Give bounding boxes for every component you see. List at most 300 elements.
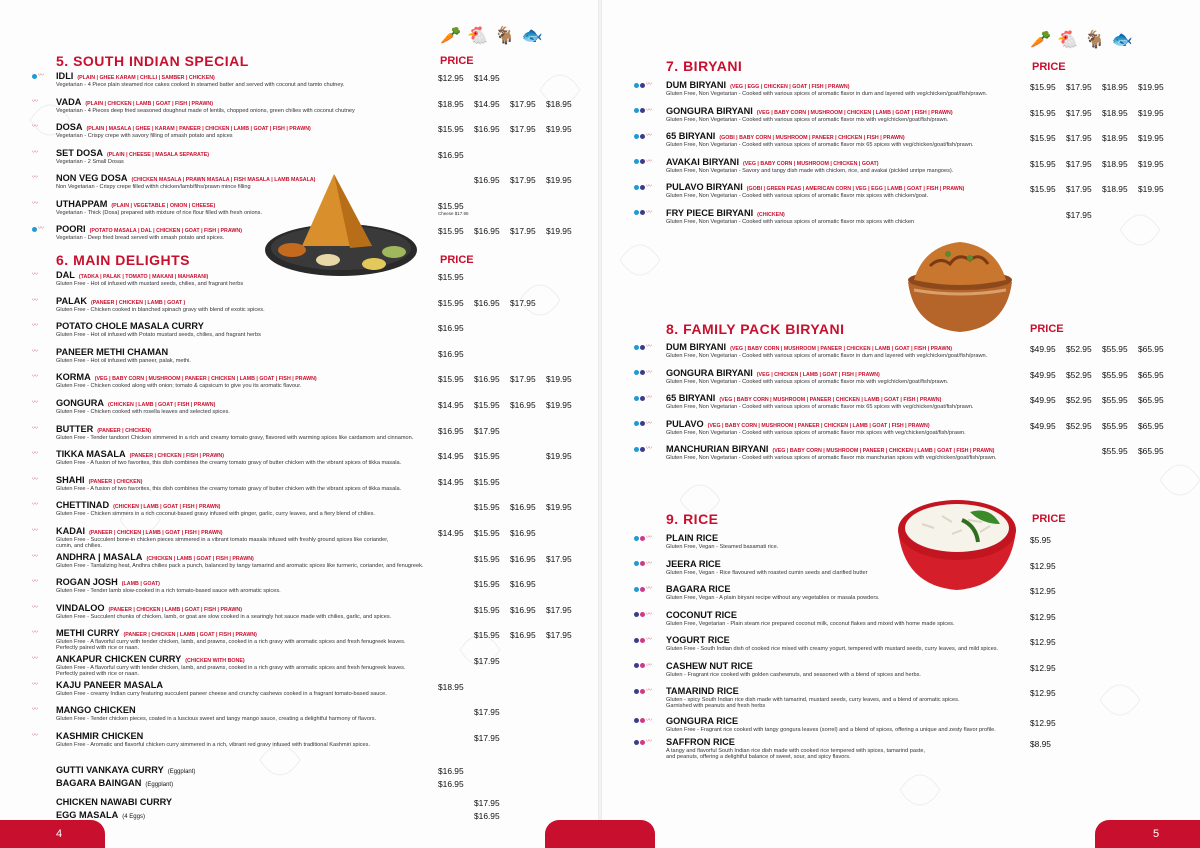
- menu-item-title: AVAKAI BIRYANI: [666, 156, 739, 167]
- menu-item-options: (CHICKEN | LAMB | GOAT | FISH | PRAWN): [113, 504, 221, 511]
- menu-item-price: $55.95: [1102, 344, 1128, 354]
- dietary-markers: [32, 400, 37, 406]
- menu-item-options: (PANEER | CHICKEN): [88, 478, 143, 485]
- menu-item-price: $17.95: [546, 604, 572, 615]
- dosa-plate-image: [262, 168, 420, 280]
- menu-item-price: $14.95: [438, 400, 464, 410]
- menu-item-title: POORI: [56, 224, 86, 234]
- chili-icon: 〰: [32, 175, 38, 181]
- fish-icon: 🐟: [521, 26, 543, 45]
- dietary-markers: [32, 426, 37, 432]
- gluten-free-dot-icon: [640, 638, 645, 643]
- menu-item-title: CHETTINAD: [56, 500, 110, 511]
- gluten-free-dot-icon: [640, 740, 645, 745]
- menu-item-price: $15.95: [438, 124, 464, 134]
- menu-item-options: (PANEER | CHICKEN): [97, 427, 152, 434]
- menu-item-price: $16.95: [510, 604, 536, 615]
- non-veg-dot-icon: [640, 421, 645, 426]
- menu-item-price: $65.95: [1138, 395, 1164, 405]
- menu-item-title: BAGARA BAINGAN: [56, 778, 142, 788]
- menu-item-price: $15.95: [474, 528, 500, 538]
- menu-item-name: [666, 208, 785, 218]
- dietary-markers: [634, 108, 651, 114]
- menu-item-price: $52.95: [1066, 344, 1092, 354]
- menu-item-price: $17.95: [1066, 107, 1092, 118]
- menu-item-price: $12.95: [1030, 662, 1056, 673]
- fish-icon: 🐟: [1111, 30, 1133, 49]
- menu-item-title: SAFFRON RICE: [666, 737, 735, 747]
- chili-icon: 〰: [32, 707, 38, 714]
- menu-item-title: ANDHRA | MASALA: [56, 551, 143, 562]
- chili-icon: 〰: [646, 184, 652, 190]
- menu-item-options: (GOBI | GREEN PEAS | AMERICAN CORN | VEG | EGG | LAMB | GOAT | FISH | PRAWN): [746, 186, 965, 192]
- menu-item-price: $14.95: [438, 528, 464, 538]
- menu-item-name: [56, 680, 163, 690]
- menu-item-title: METHI CURRY: [56, 628, 120, 639]
- non-veg-dot-icon: [640, 396, 645, 401]
- menu-item-title: PALAK: [56, 295, 87, 306]
- menu-item-options: (PLAIN | GHEE KARAM | CHILLI | SAMBER | CHICKEN): [77, 75, 215, 81]
- menu-item-price: $16.95: [474, 374, 500, 385]
- menu-item-options: (TADKA | PALAK | TOMATO | MAKANI | MAHARANI): [78, 274, 209, 280]
- dietary-markers: [634, 612, 651, 618]
- menu-item-title: GONGURA BIRYANI: [666, 367, 753, 378]
- menu-page-right: [600, 0, 1200, 848]
- menu-item-options: (PLAIN | CHEESE | MASALA SEPARATE): [106, 151, 210, 158]
- veg-dot-icon: [634, 370, 639, 375]
- menu-item-price: $19.95: [546, 124, 572, 134]
- menu-item-name: [666, 444, 994, 454]
- menu-item-name: [56, 797, 172, 807]
- menu-item-price: $12.95: [1030, 717, 1056, 728]
- menu-item-price: $15.95: [438, 226, 464, 236]
- menu-item-price: $14.95: [438, 476, 464, 487]
- section-title-family-pack: 8. FAMILY PACK BIRYANI: [666, 321, 845, 337]
- menu-item-name: [666, 610, 737, 620]
- menu-item-name: [666, 342, 952, 352]
- menu-item-name: [666, 635, 730, 645]
- menu-item-description: Vegetarian - Crispy crepe with savory filling of smash potato and spices: [56, 133, 233, 139]
- chili-icon: 〰: [32, 400, 38, 406]
- menu-item-name: [666, 584, 730, 594]
- dietary-markers: [634, 663, 651, 669]
- dietary-markers: [32, 349, 37, 355]
- menu-item-price: $52.95: [1066, 420, 1092, 431]
- menu-item-title: DUM BIRYANI: [666, 342, 727, 352]
- menu-item-options: (CHICKEN): [757, 211, 785, 218]
- chili-icon: 〰: [32, 425, 38, 432]
- menu-item-price: $65.95: [1138, 369, 1164, 380]
- dietary-markers: [634, 637, 651, 643]
- menu-item-price: $15.95: [474, 502, 500, 513]
- chili-icon: 〰: [646, 82, 652, 88]
- menu-item-name: [666, 157, 879, 167]
- menu-item-name: [56, 296, 185, 306]
- chili-icon: 〰: [32, 502, 38, 509]
- dietary-markers: [32, 605, 37, 611]
- non-veg-dot-icon: [640, 447, 645, 452]
- menu-item-description: A tangy and flavorful South Indian rice dish made with cooked rice tempered with spices, tamarind paste,: [666, 748, 926, 754]
- menu-item-name: [56, 526, 223, 536]
- dietary-markers: [32, 502, 37, 508]
- menu-item-options: (CHICKEN | LAMB | GOAT | FISH | PRAWN): [146, 555, 254, 562]
- chili-icon: 〰: [646, 446, 652, 452]
- menu-item-name: [56, 199, 215, 209]
- dietary-markers: [32, 656, 37, 662]
- menu-item-name: [56, 398, 215, 408]
- page-number-left: 4: [0, 820, 105, 848]
- dietary-markers: [634, 159, 651, 165]
- menu-item-description: Gluten Free - Tender lamb slow-cooked in a rich tomato-based sauce with aromatic spices.: [56, 588, 281, 595]
- menu-item-description: Gluten Free - Tantalizing heat, Andhra chilies pack a punch, balanced by tangy tamarind and aromatic spices like turmeric, coriander, and fenugreek.: [56, 562, 424, 569]
- menu-item-description: Gluten Free, Non Vegetarian - Cooked with various spices of aromatic flavor in dum and layered with veg/chicken/goat/fish/prawn.: [666, 353, 988, 359]
- veg-dot-icon: [634, 185, 639, 190]
- menu-item-price: $17.95: [474, 656, 500, 666]
- chili-icon: 〰: [646, 637, 652, 643]
- menu-item-title: VADA: [56, 96, 82, 107]
- menu-item-title: KORMA: [56, 372, 91, 383]
- menu-item-description: Gluten Free - Aromatic and flavorful chicken curry simmered in a rich, vibrant red gravy infused with traditional Kashmiri spices.: [56, 741, 370, 748]
- dietary-markers: [32, 323, 37, 329]
- chili-icon: 〰: [32, 604, 38, 611]
- menu-item-price: $15.95: [438, 200, 464, 211]
- menu-item-price: $18.95: [1102, 133, 1128, 143]
- menu-item-description: Vegetarian - Thick (Dosa) prepared with mixture of rice flour filled with fresh onions.: [56, 209, 263, 216]
- menu-item-options: (PANEER | CHICKEN | FISH | PRAWN): [129, 453, 224, 460]
- menu-item-name: [666, 686, 739, 696]
- menu-item-description: Gluten Free, Vegetarian - Plain steam rice prepared coconut milk, coconut flakes and mixed with home made spices.: [666, 620, 955, 627]
- menu-item-price: $12.95: [1030, 586, 1056, 596]
- menu-item-description: Gluten Free - South Indian dish of cooked rice mixed with creamy yogurt, tempered with mustard seeds, curry leaves, and mild spices.: [666, 646, 999, 652]
- gluten-free-dot-icon: [640, 587, 645, 592]
- chili-icon: 〰: [32, 348, 38, 355]
- section-title-south-indian: 5. SOUTH INDIAN SPECIAL: [56, 53, 249, 69]
- menu-item-description: Gluten Free, Non Vegetarian - Cooked with various spices of aromatic flavor mix spices with chicken/goat.: [666, 193, 929, 199]
- menu-item-title: EGG MASALA: [56, 810, 119, 820]
- menu-item-price: $19.95: [1138, 82, 1164, 92]
- chili-icon: 〰: [646, 158, 652, 165]
- menu-item-name: [56, 577, 160, 587]
- menu-item-name: [666, 533, 718, 543]
- chili-icon: 〰: [646, 344, 652, 350]
- menu-item-price: $16.95: [510, 528, 536, 538]
- menu-item-price: $17.95: [474, 732, 500, 743]
- menu-item-price: $52.95: [1066, 369, 1092, 380]
- menu-item-name: [56, 475, 142, 485]
- dietary-markers: [32, 272, 37, 278]
- menu-item-price: $16.95: [474, 175, 500, 185]
- menu-item-options: (Eggplant): [145, 782, 174, 788]
- menu-item-title: 65 BIRYANI: [666, 131, 716, 141]
- menu-item-name: [666, 716, 738, 726]
- menu-item-price: $19.95: [546, 175, 572, 185]
- menu-item-name: [666, 131, 905, 141]
- menu-item-name: [666, 737, 735, 747]
- dietary-markers: [32, 201, 37, 207]
- menu-item-price: $17.95: [1066, 209, 1092, 220]
- non-veg-dot-icon: [634, 689, 639, 694]
- chili-icon: 〰: [646, 395, 652, 401]
- menu-item-price: $16.95: [438, 348, 464, 359]
- chili-icon: 〰: [32, 200, 38, 207]
- menu-item-price: $16.95: [474, 226, 500, 236]
- chili-icon: 〰: [646, 586, 652, 592]
- non-veg-dot-icon: [640, 210, 645, 215]
- dietary-markers: [32, 73, 43, 79]
- menu-item-description-continued: and peanuts, offering a delightful balance of sweet, sour, and spicy flavors.: [666, 754, 851, 760]
- menu-item-name: [56, 122, 311, 132]
- veg-dot-icon: [634, 345, 639, 350]
- menu-item-description: Gluten Free - Hot oil infused with Potato mustard seeds, chilies, and fragrant herbs: [56, 332, 261, 339]
- veg-dot-icon: [634, 536, 639, 541]
- menu-item-price: $15.95: [1030, 158, 1056, 169]
- non-veg-dot-icon: [634, 718, 639, 723]
- menu-item-price: $49.95: [1030, 369, 1056, 380]
- menu-item-options: (GOBI | BABY CORN | MUSHROOM | PANEER | CHICKEN | FISH | PRAWN): [719, 135, 905, 141]
- menu-item-name: [56, 628, 257, 638]
- non-veg-dot-icon: [640, 185, 645, 190]
- menu-item-price: $14.95: [474, 98, 500, 109]
- menu-item-price: $15.95: [474, 553, 500, 564]
- menu-item-title: SHAHI: [56, 474, 85, 485]
- menu-item-price: $15.95: [474, 400, 500, 410]
- menu-item-price: $16.95: [438, 425, 464, 436]
- menu-item-name: [56, 97, 213, 107]
- section-title-main-delights: 6. MAIN DELIGHTS: [56, 252, 191, 268]
- menu-item-price: $17.95: [510, 374, 536, 385]
- chili-icon: 〰: [646, 688, 652, 694]
- menu-item-title: TIKKA MASALA: [56, 449, 126, 460]
- menu-item-description: Gluten Free, Non Vegetarian - Cooked with various spices of aromatic flavor mix with veg/chicken/goat/fish/prawn.: [666, 116, 949, 123]
- dietary-markers: [634, 561, 651, 567]
- menu-item-title: BUTTER: [56, 423, 94, 434]
- menu-item-description: Gluten Free, Non Vegetarian - Cooked with various spices of aromatic flavor mix spices with veg/chicken/goat/fish/prawn.: [666, 429, 966, 436]
- menu-item-price: $16.95: [438, 323, 464, 334]
- menu-item-price: $17.95: [474, 798, 500, 808]
- menu-item-options: (CHICKEN | LAMB | GOAT | FISH | PRAWN): [107, 402, 216, 408]
- dietary-markers: [634, 739, 651, 745]
- chili-icon: 〰: [32, 98, 38, 105]
- menu-item-price: $17.95: [510, 297, 536, 308]
- menu-item-title: TAMARIND RICE: [666, 686, 739, 696]
- chili-icon: 〰: [646, 107, 652, 114]
- chili-icon: 〰: [32, 451, 38, 458]
- menu-item-price: $16.95: [438, 766, 464, 776]
- menu-item-title: BAGARA RICE: [666, 584, 731, 594]
- menu-item-description: Gluten Free - A fusion of two favorites, this dish combines the creamy tomato gravy of butter chicken with the vibrant spices of tikka masala.: [56, 485, 402, 492]
- menu-item-price: $15.95: [474, 604, 500, 615]
- page-number-right: 5: [1095, 820, 1200, 848]
- menu-item-options: (LAMB | GOAT): [121, 581, 160, 588]
- center-tab: [545, 820, 655, 848]
- menu-item-price: $16.95: [510, 630, 536, 641]
- gluten-free-dot-icon: [640, 689, 645, 694]
- menu-item-title: COCONUT RICE: [666, 609, 737, 620]
- price-header-family-pack: PRICE: [1030, 323, 1064, 335]
- menu-item-price: $17.95: [1066, 184, 1092, 194]
- dietary-markers: [32, 124, 37, 130]
- menu-item-price: $18.95: [438, 98, 464, 109]
- menu-item-price: $5.95: [1030, 535, 1051, 545]
- dietary-markers: [32, 630, 37, 636]
- section-title-rice: 9. RICE: [666, 511, 719, 527]
- menu-item-title: PULAVO: [666, 418, 704, 429]
- menu-item-name: [666, 182, 964, 192]
- menu-item-description: Gluten Free - Succulent bone-in chicken pieces simmered in a vibrant tomato masala infused with freshly ground spices like coriander,: [56, 537, 389, 543]
- menu-item-price: $19.95: [546, 400, 572, 410]
- menu-item-title: VINDALOO: [56, 602, 105, 613]
- menu-item-options: (VEG | BABY CORN | MUSHROOM | CHICKEN | GOAT): [743, 160, 879, 167]
- menu-item-title: FRY PIECE BIRYANI: [666, 207, 754, 218]
- menu-item-options: (PANEER | CHICKEN | LAMB | GOAT ): [90, 299, 186, 306]
- menu-item-description: Gluten - spicy South Indian rice dish made with tamarind, mustard seeds, curry leaves, and a blend of aromatic spices.: [666, 697, 960, 703]
- menu-item-price: $65.95: [1138, 446, 1164, 456]
- menu-item-name: [56, 347, 168, 357]
- book-spine: [598, 0, 602, 848]
- menu-item-title: KADAI: [56, 526, 86, 536]
- chili-icon: 〰: [32, 656, 38, 662]
- dietary-markers: [634, 688, 651, 694]
- menu-item-description: Gluten Free, Non Vegetarian - Cooked with various spices of aromatic flavor mix manchurian spices with veg/chicken/goat/fish/prawn.: [666, 455, 997, 461]
- menu-item-price: $18.95: [1102, 82, 1128, 92]
- menu-item-price: $16.95: [510, 553, 536, 564]
- menu-item-options: (PLAIN | VEGETABLE | ONION | CHEESE): [111, 202, 216, 209]
- menu-item-title: SET DOSA: [56, 147, 103, 158]
- menu-item-description: Gluten Free, Non Vegetarian - Cooked with various spices of aromatic flavor mix with veg/chicken/goat/fish/prawn.: [666, 378, 949, 385]
- menu-item-price: $15.95: [1030, 107, 1056, 118]
- chili-icon: 〰: [32, 681, 38, 688]
- menu-item-price: $19.95: [546, 451, 572, 462]
- price-header-biryani: PRICE: [1032, 61, 1066, 73]
- menu-item-name: [666, 80, 850, 90]
- non-veg-dot-icon: [634, 638, 639, 643]
- menu-item-name: [666, 393, 941, 403]
- chili-icon: 〰: [646, 369, 652, 376]
- menu-item-price: $17.95: [546, 630, 572, 641]
- menu-item-description-continued: Garnished with peanuts and fresh herbs: [666, 703, 766, 709]
- menu-item-description: Gluten Free, Vegan - Rice flavoured with roasted cumin seeds and clarified butter: [666, 569, 868, 576]
- menu-item-title: CASHEW NUT RICE: [666, 660, 753, 671]
- menu-item-price: $55.95: [1102, 420, 1128, 431]
- menu-item-options: (POTATO MASALA | DAL | CHICKEN | GOAT | FISH | PRAWN): [89, 228, 242, 234]
- menu-item-options: (VEG | EGG | CHICKEN | GOAT | FISH | PRAWN): [730, 84, 850, 90]
- menu-item-description: Vegetarian - 4 Pieces deep fried seasoned doughnut made of lentils, chopped onions, green chilies with coconut chutney: [56, 107, 355, 114]
- vegetable-icon: 🥕: [440, 26, 462, 45]
- dietary-markers: [32, 226, 43, 232]
- diet-icons-left: [440, 26, 543, 46]
- menu-item-options: (PLAIN | CHICKEN | LAMB | GOAT | FISH | PRAWN): [85, 100, 214, 107]
- menu-item-price: $52.95: [1066, 395, 1092, 405]
- gluten-free-dot-icon: [640, 718, 645, 723]
- menu-item-options: (VEG | BABY CORN | MUSHROOM | PANEER | CHICKEN | LAMB | GOAT | FISH | PRAWN): [730, 346, 953, 352]
- menu-item-price: $19.95: [1138, 184, 1164, 194]
- menu-item-price: $16.95: [438, 779, 464, 789]
- menu-item-name: [56, 705, 136, 715]
- menu-item-description: Gluten Free - Hot oil infused with paneer, palak, methi.: [56, 357, 191, 364]
- price-header-rice: PRICE: [1032, 513, 1066, 525]
- menu-item-price: $15.95: [438, 272, 464, 282]
- chili-icon: 〰: [32, 553, 38, 560]
- menu-item-name: [56, 552, 254, 562]
- dietary-markers: [32, 682, 37, 688]
- dietary-markers: [32, 477, 37, 483]
- chili-icon: 〰: [32, 579, 38, 586]
- menu-item-title: ROGAN JOSH: [56, 577, 118, 588]
- menu-item-name: [56, 778, 173, 788]
- menu-item-title: MANCHURIAN BIRYANI: [666, 444, 769, 454]
- veg-dot-icon: [634, 134, 639, 139]
- menu-item-price: $12.95: [438, 73, 464, 83]
- chili-icon: 〰: [646, 560, 652, 567]
- non-veg-dot-icon: [640, 134, 645, 139]
- veg-dot-icon: [634, 421, 639, 426]
- menu-item-description: Gluten Free - Tender tandoori Chicken simmered in a rich and creamy tomato gravy, flavored with warming spices like cardamom and cinnamon.: [56, 434, 414, 441]
- menu-item-description: Gluten Free, Non Vegetarian - Cooked with various spices of aromatic flavor mix 65 spices with veg/chicken/goat/fish/prawn.: [666, 404, 974, 410]
- menu-item-price: $65.95: [1138, 420, 1164, 431]
- veg-dot-icon: [634, 587, 639, 592]
- menu-item-description: Gluten Free - A flavorful curry with tender chicken, lamb, and prawns, cooked in a rich gravy with aromatic spices and fresh fenugreek leaves.: [56, 665, 406, 671]
- gluten-free-dot-icon: [640, 561, 645, 566]
- menu-item-options: (VEG | BABY CORN | MUSHROOM | PANEER | CHICKEN | LAMB | GOAT | FISH | PRAWN): [94, 376, 317, 383]
- veg-dot-icon: [32, 74, 37, 79]
- menu-item-price: $17.95: [510, 175, 536, 185]
- price-header-main-delights: PRICE: [440, 254, 474, 266]
- menu-item-title: PLAIN RICE: [666, 533, 719, 543]
- dietary-markers: [634, 586, 651, 592]
- menu-item-title: IDLI: [56, 71, 74, 81]
- menu-item-title: DOSA: [56, 122, 83, 132]
- non-veg-dot-icon: [640, 83, 645, 88]
- menu-item-price: $18.95: [546, 98, 572, 109]
- non-veg-dot-icon: [634, 740, 639, 745]
- chili-icon: 〰: [32, 630, 38, 637]
- gluten-free-dot-icon: [640, 612, 645, 617]
- menu-item-price: $14.95: [474, 73, 500, 83]
- price-header-south-indian: PRICE: [440, 55, 474, 67]
- menu-item-name: [56, 603, 242, 613]
- menu-item-price: $17.95: [474, 707, 500, 718]
- menu-item-title: YOGURT RICE: [666, 635, 730, 645]
- menu-item-price: $19.95: [546, 226, 572, 236]
- rice-bowl-image: [892, 494, 1022, 594]
- menu-item-name: [56, 731, 143, 741]
- dietary-markers: [32, 579, 37, 585]
- chili-icon: 〰: [646, 420, 652, 427]
- menu-item-description: Gluten Free, Non Vegetarian - Savory and tangy dish made with chicken, rice, and avakai (pickled unripe mangoes).: [666, 167, 954, 174]
- dietary-markers: [634, 446, 651, 452]
- menu-item-description: Non Vegetarian - Crispy crepe filled withh chicken/lamb/fihs/prawn mince filling: [56, 184, 251, 190]
- menu-item-options: (VEG | CHICKEN | LAMB | GOAT | FISH | PRAWN): [756, 371, 880, 378]
- menu-item-description: Gluten Free, Non Vegetarian - Cooked with various spices of aromatic flavor mix 65 spices with veg/chicken/goat/fish/prawn.: [666, 142, 974, 148]
- chili-icon: 〰: [646, 662, 652, 669]
- menu-item-price: $15.95: [1030, 184, 1056, 194]
- menu-item-price: $12.95: [1030, 688, 1056, 698]
- menu-item-description: Gluten Free, Vegan - A plain biryani recipe without any vegetables or masala powders.: [666, 595, 880, 601]
- menu-item-name: [666, 368, 880, 378]
- dietary-markers: [634, 82, 651, 88]
- menu-item-price: $16.95: [438, 149, 464, 160]
- menu-item-title: JEERA RICE: [666, 558, 721, 569]
- menu-item-price: $15.95: [1030, 133, 1056, 143]
- menu-item-price: $18.95: [1102, 184, 1128, 194]
- menu-item-price: $16.95: [474, 297, 500, 308]
- menu-item-price: $19.95: [546, 502, 572, 513]
- menu-item-description: Gluten Free - Succulent chunks of chicken, lamb, or goat are slow cooked in a searingly hot sauce made with chilies, garlic, and spices.: [56, 613, 392, 620]
- menu-item-price: $18.95: [438, 681, 464, 692]
- menu-item-price: $17.95: [510, 124, 536, 134]
- menu-item-name: [56, 321, 204, 331]
- menu-item-options: (CHICKEN WITH BONE): [185, 658, 245, 664]
